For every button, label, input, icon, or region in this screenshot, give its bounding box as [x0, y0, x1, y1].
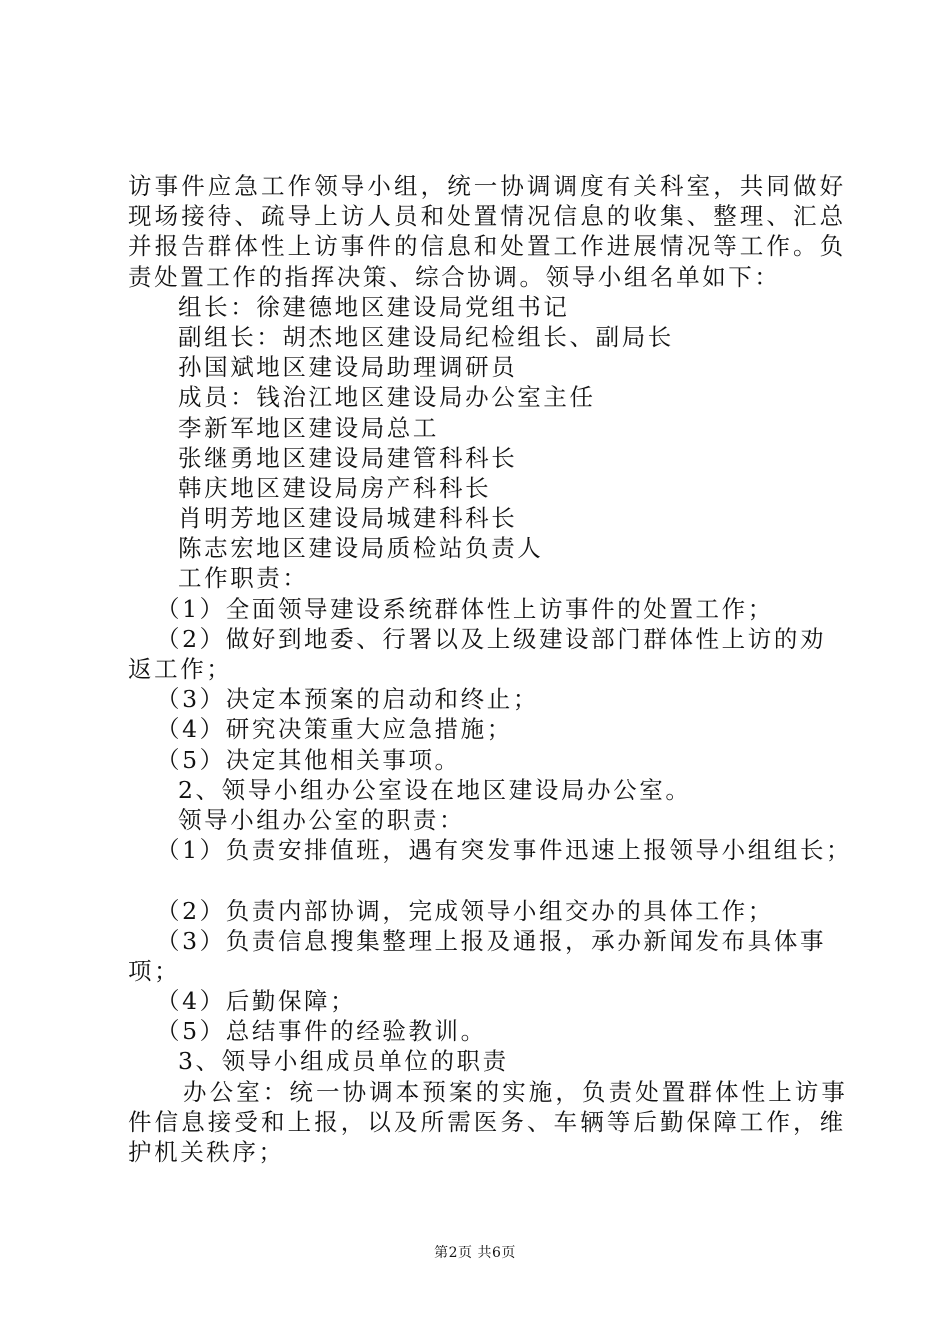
section-heading: 3、领导小组成员单位的职责 [178, 1047, 509, 1076]
page-number-footer: 第2页 共6页 [434, 1245, 516, 1261]
duty-item: （4）后勤保障； [156, 987, 357, 1016]
paragraph-line: 件信息接受和上报，以及所需医务、车辆等后勤保障工作，维 [128, 1107, 847, 1136]
paragraph-line: 访事件应急工作领导小组，统一协调调度有关科室，共同做好 [128, 172, 847, 200]
member-line: 韩庆地区建设局房产科科长 [178, 473, 492, 502]
paragraph-line: 护机关秩序； [128, 1138, 285, 1166]
member-line: 肖明芳地区建设局城建科科长 [178, 504, 518, 533]
duty-item: （3）负责信息搜集整理上报及通报，承办新闻发布具体事 [156, 926, 827, 955]
duty-item: （1）全面领导建设系统群体性上访事件的处置工作； [156, 594, 774, 623]
member-line: 张继勇地区建设局建管科科长 [178, 443, 518, 472]
duty-item: （4）研究决策重大应急措施； [156, 715, 513, 744]
member-line: 李新军地区建设局总工 [178, 413, 439, 442]
section-heading: 领导小组办公室的职责： [178, 805, 466, 834]
paragraph-line: 现场接待、疏导上访人员和处置情况信息的收集、整理、汇总 [128, 202, 847, 231]
duty-item: （1）负责安排值班，遇有突发事件迅速上报领导小组组长； [156, 836, 853, 865]
member-line: 成员：钱治江地区建设局办公室主任 [178, 383, 596, 412]
duty-item: （5）总结事件的经验教训。 [156, 1017, 487, 1046]
duty-item: （2）做好到地委、行署以及上级建设部门群体性上访的劝 [156, 624, 827, 653]
paragraph-line: 并报告群体性上访事件的信息和处置工作进展情况等工作。负 [128, 232, 847, 261]
paragraph-line: 责处置工作的指挥决策、综合协调。领导小组名单如下： [128, 262, 781, 291]
section-heading: 2、领导小组办公室设在地区建设局办公室。 [178, 775, 692, 804]
document-body [128, 171, 853, 1167]
leader-line: 组长：徐建德地区建设局党组书记 [178, 292, 570, 321]
leader-line: 副组长：胡杰地区建设局纪检组长、副局长 [178, 322, 674, 351]
section-heading: 工作职责： [178, 564, 309, 593]
member-line: 陈志宏地区建设局质检站负责人 [178, 534, 544, 563]
duty-item-continuation: 返工作； [128, 655, 233, 683]
duty-item: （2）负责内部协调，完成领导小组交办的具体工作； [156, 896, 774, 925]
paragraph-line: 办公室：统一协调本预案的实施，负责处置群体性上访事 [183, 1077, 848, 1106]
leader-line: 孙国斌地区建设局助理调研员 [178, 353, 518, 382]
duty-item-continuation: 项； [128, 956, 181, 985]
duty-item: （5）决定其他相关事项。 [156, 745, 461, 774]
blank-line [128, 865, 843, 895]
duty-item: （3）决定本预案的启动和终止； [156, 685, 539, 714]
